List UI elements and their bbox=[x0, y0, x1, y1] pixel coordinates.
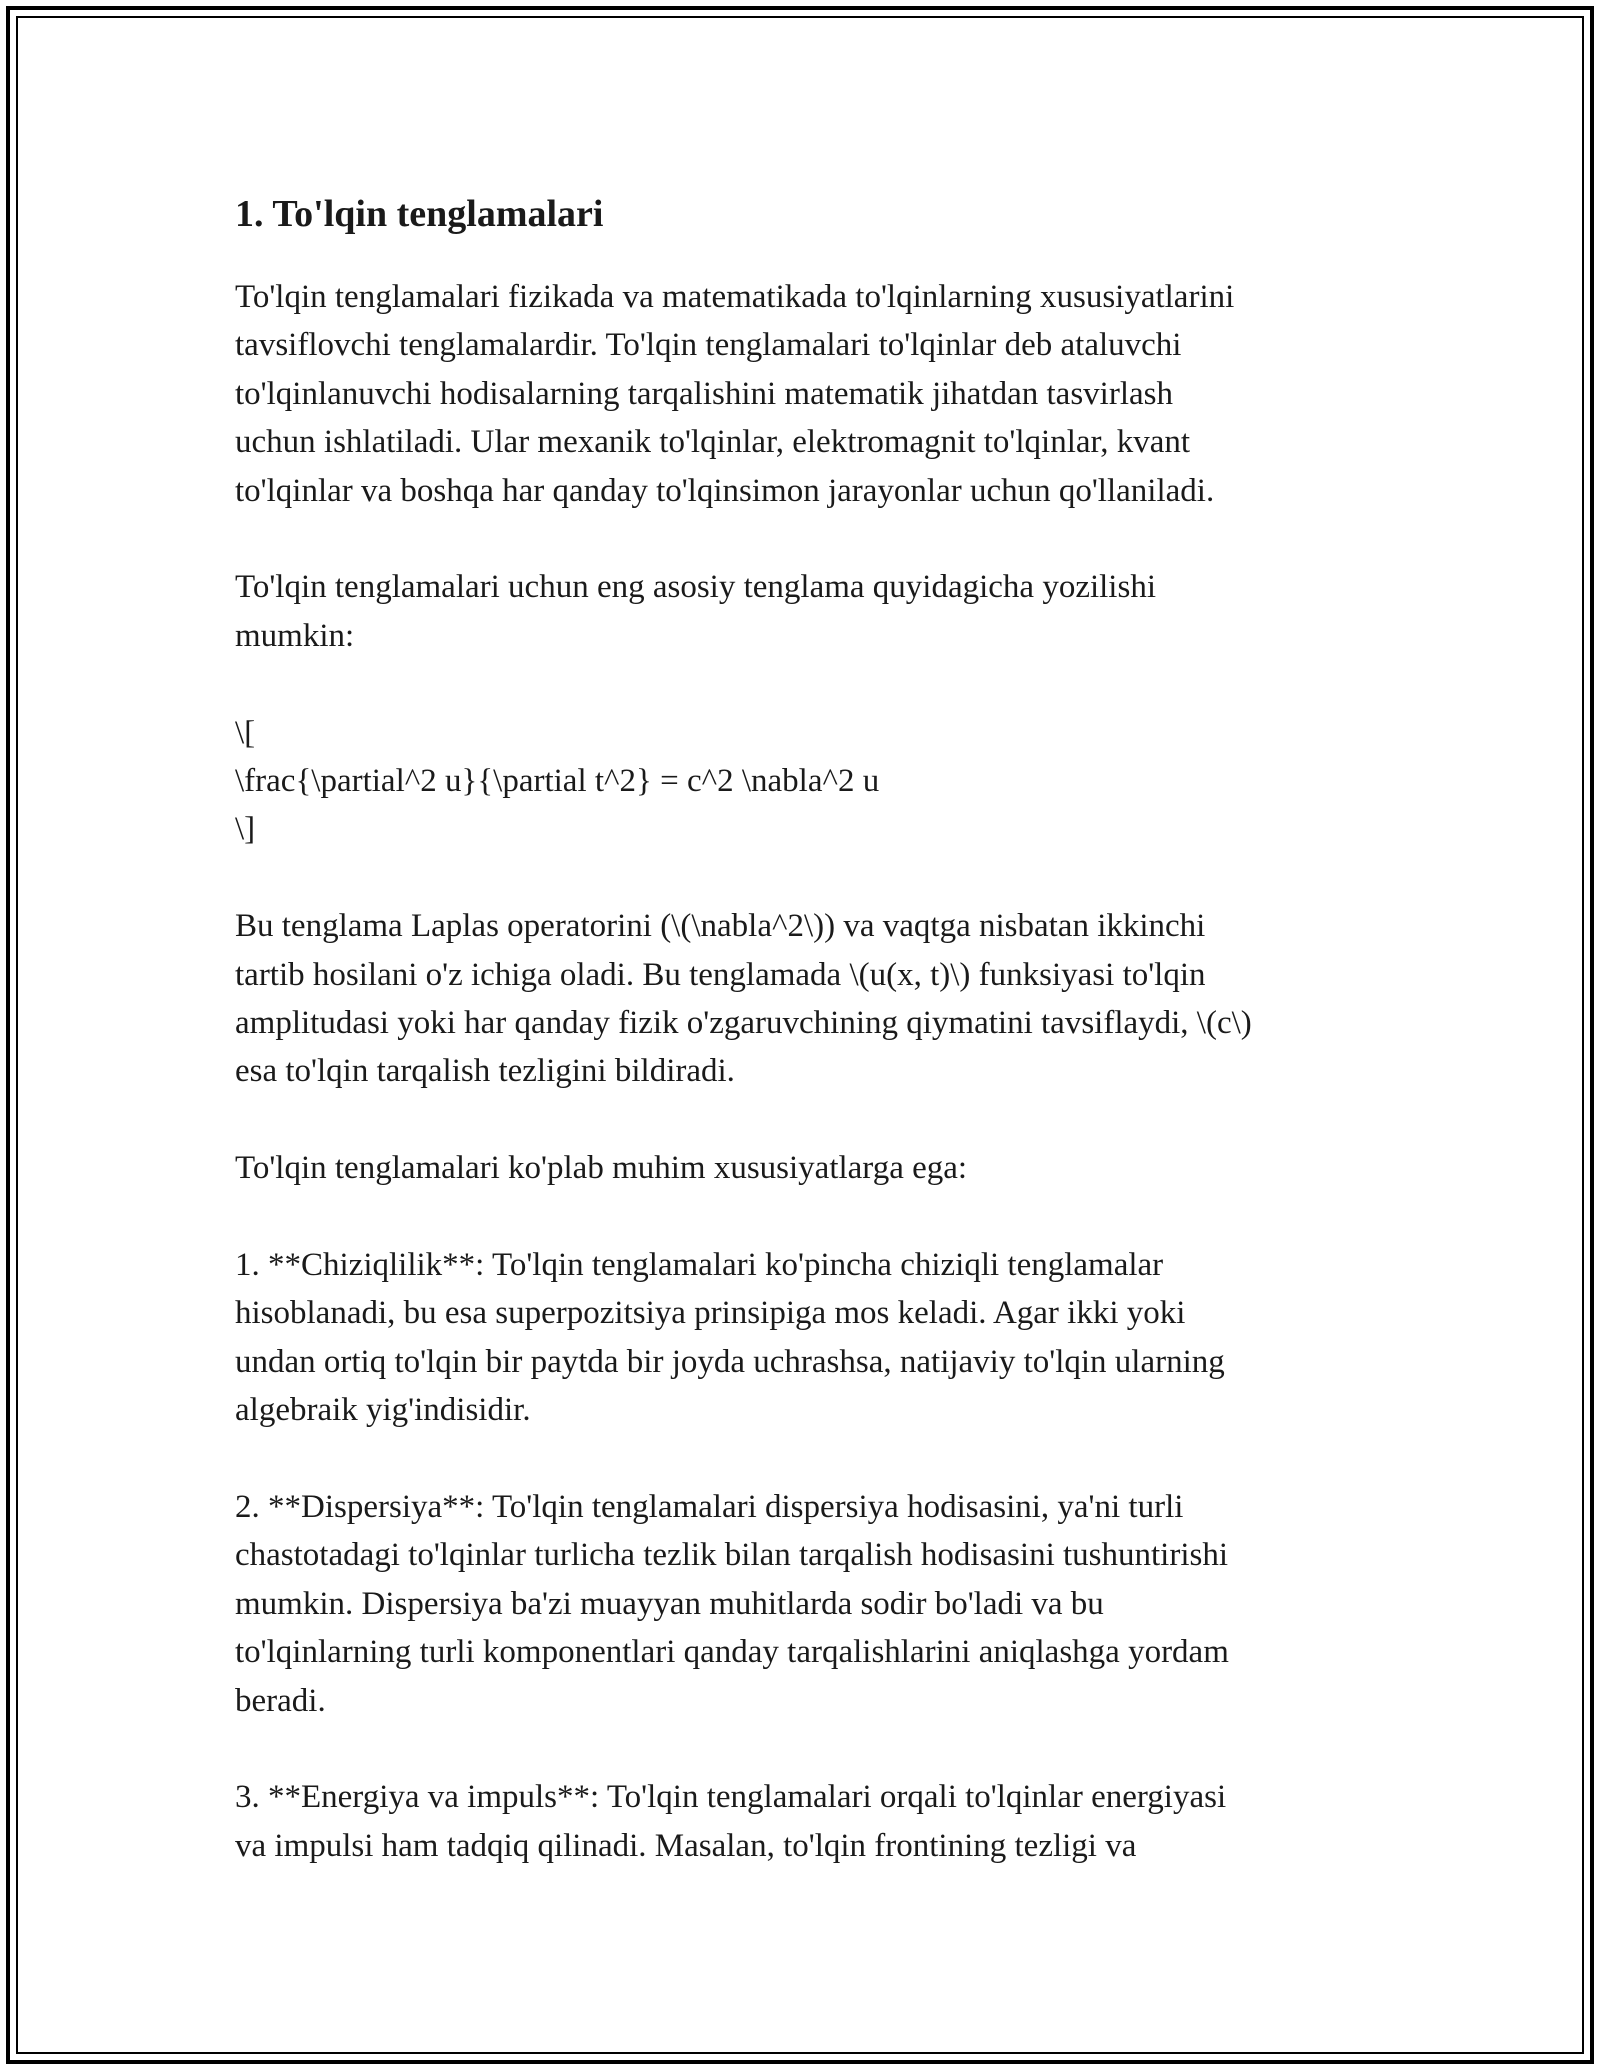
paragraph-gap bbox=[235, 1096, 1385, 1144]
equation-explanation-paragraph: Bu tenglama Laplas operatorini (\(\nabla^2\)) va vaqtga nisbatan ikkinchi tartib hosilani o'z ichiga oladi. Bu tenglamada \(u(x, t)\) funksiyasi to'lqin amplitudasi yoki har qanday fizik o'zgaruvchining qiymatini tavsiflaydi, \(c\) esa to'lqin tarqalish tezligini bildiradi. bbox=[235, 908, 1252, 1090]
intro-paragraph: To'lqin tenglamalari fizikada va matematikada to'lqinlarning xususiyatlarini tavsiflovchi tenglamalardir. To'lqin tenglamalari to'lqinlar deb ataluvchi to'lqinlanuvchi hodisalarning tarqalishini matematik jihatdan tasvirlash uchun ishlatiladi. Ular mexanik to'lqinlar, elektromagnit to'lqinlar, kvant to'lqinlar va boshqa har qanday to'lqinsimon jarayonlar uchun qo'llaniladi. bbox=[235, 279, 1235, 509]
document-body bbox=[235, 186, 1385, 1870]
paragraph-gap bbox=[235, 660, 1385, 708]
paragraph-gap bbox=[235, 854, 1385, 902]
section-heading: 1. To'lqin tenglamalari bbox=[235, 193, 604, 235]
equation-intro-paragraph: To'lqin tenglamalari uchun eng asosiy tenglama quyidagicha yozilishi mumkin: bbox=[235, 569, 1156, 654]
property-item-dispersion: 2. **Dispersiya**: To'lqin tenglamalari dispersiya hodisasini, ya'ni turli chastotadagi to'lqinlar turlicha tezlik bilan tarqalish hodisasini tushuntirishi mumkin. Dispersiya ba'zi muayyan muhitlarda sodir bo'ladi va bu to'lqinlarning turli komponentlari qanday tarqalishlarini aniqlashga yordam beradi. bbox=[235, 1489, 1229, 1719]
paragraph-gap bbox=[235, 1193, 1385, 1241]
wave-equation-block: \[ \frac{\partial^2 u}{\partial t^2} = c^2 \nabla^2 u \] bbox=[235, 714, 880, 848]
paragraph-gap bbox=[235, 515, 1385, 563]
properties-intro-paragraph: To'lqin tenglamalari ko'plab muhim xususiyatlarga ega: bbox=[235, 1150, 968, 1187]
paragraph-gap bbox=[235, 1725, 1385, 1773]
paragraph-gap bbox=[235, 1435, 1385, 1483]
property-item-energy-momentum: 3. **Energiya va impuls**: To'lqin tenglamalari orqali to'lqinlar energiyasi va impulsi ham tadqiq qilinadi. Masalan, to'lqin frontining tezligi va bbox=[235, 1779, 1227, 1864]
property-item-linearity: 1. **Chiziqlilik**: To'lqin tenglamalari ko'pincha chiziqli tenglamalar hisoblanadi, bu esa superpozitsiya prinsipiga mos keladi. Agar ikki yoki undan ortiq to'lqin bir paytda bir joyda uchrashsa, natijaviy to'lqin ularning algebraik yig'indisidir. bbox=[235, 1247, 1225, 1429]
